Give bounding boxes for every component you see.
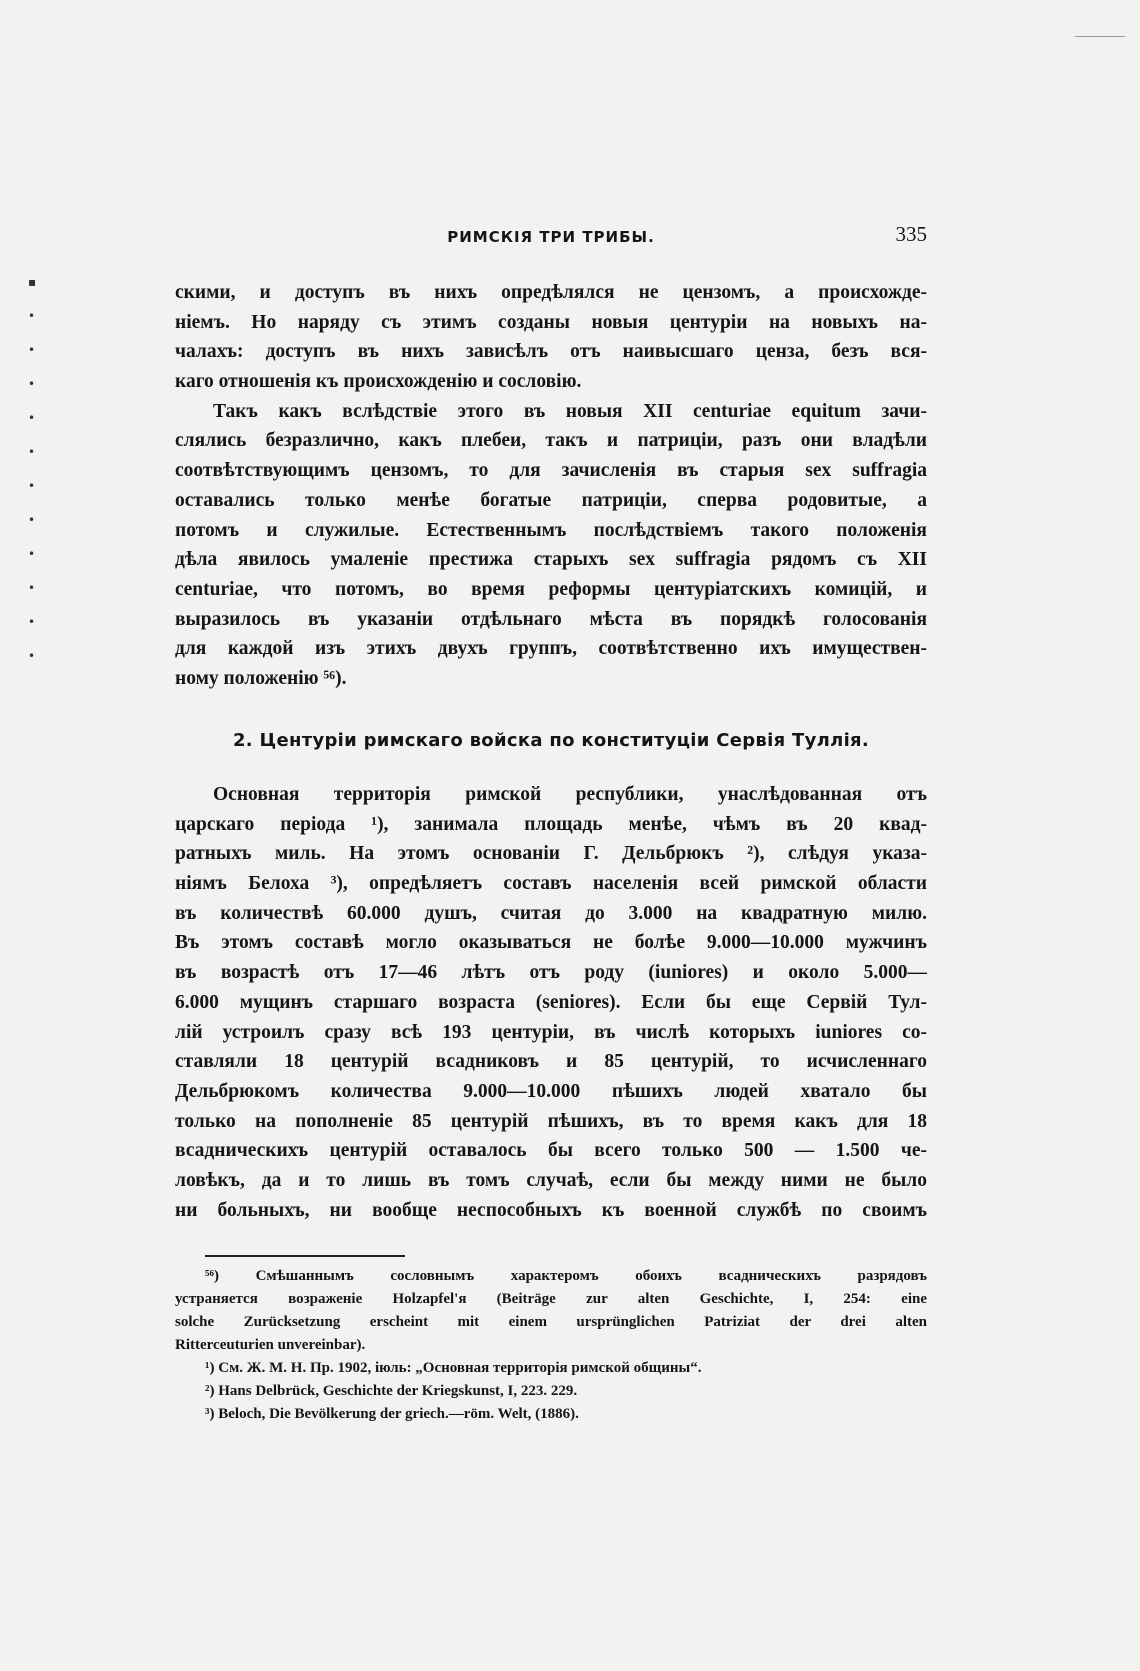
text-line: чалахъ: доступъ въ нихъ зависѣлъ отъ наивысшаго ценза, безъ вся- (175, 341, 927, 363)
text-line: ратныхъ миль. На этомъ основанiи Г. Дельбрюкъ ²), слѣдуя указа- (175, 843, 927, 865)
text-line: нiемъ. Но наряду съ этимъ созданы новыя центурiи на новыхъ на- (175, 311, 927, 333)
text-line: слялись безразлично, какъ плебеи, такъ и патрицiи, разъ они владѣли (175, 430, 927, 452)
text-line: 6.000 мущинъ старшаго возраста (seniores). Если бы еще Сервiй Тул- (175, 991, 927, 1013)
body-text-bottom (175, 780, 927, 1225)
text-line: всадническихъ центурiй оставалось бы всего только 500 — 1.500 че- (175, 1140, 927, 1162)
text-line: ловѣкъ, да и то лишь въ томъ случаѣ, если бы между ними не было (175, 1169, 927, 1191)
text-line: выразилось въ указанiи отдѣльнаго мѣста въ порядкѣ голосованiя (175, 608, 927, 630)
footnotes (175, 1265, 927, 1426)
section-heading: 2. Центурiи римскаго войска по конституцiи Сервiя Туллiя. (232, 730, 870, 751)
text-line: царскаго перiода ¹), занимала площадь менѣе, чѣмъ въ 20 квад- (175, 813, 927, 835)
text-line: Основная территорiя римской республики, унаслѣдованная отъ (213, 784, 927, 805)
left-margin-marks: ▪ • • • • • • • • • • • (28, 275, 37, 663)
footnote-divider (205, 1255, 405, 1257)
footnote-line: ³) Beloch, Die Bevölkerung der griech.—röm. Welt, (1886). (205, 1406, 579, 1422)
text-line: каго отношенiя къ происхожденiю и сословiю. (175, 371, 582, 393)
text-line: для каждой изъ этихъ двухъ группъ, соотвѣтственно ихъ имуществен- (175, 638, 927, 660)
footnote-line: устраняется возраженiе Holzapfel'я (Beiträge zur alten Geschichte, I, 254: eine (175, 1291, 927, 1307)
text-line: ставляли 18 центурiй всадниковъ и 85 центурiй, то исчисленнаго (175, 1051, 927, 1073)
text-line: ному положенiю ⁵⁶). (175, 667, 347, 689)
footnote-line: ⁵⁶) Смѣшаннымъ сословнымъ характеромъ обоихъ всадническихъ разрядовъ (205, 1268, 927, 1284)
page-header (175, 222, 927, 252)
text-line: нiямъ Белоха ³), опредѣляетъ составъ населенiя всей римской области (175, 873, 927, 895)
text-line: дѣла явилось умаленiе престижа старыхъ sex suffragia рядомъ съ XII (175, 549, 927, 571)
text-line: скими, и доступъ въ нихъ опредѣлялся не цензомъ, а происхожде- (175, 282, 927, 303)
body-text-top (175, 278, 927, 694)
text-line: потомъ и служилые. Естественнымъ послѣдствiемъ такого положенiя (175, 519, 927, 541)
scan-edge-mark (1075, 36, 1125, 37)
text-line: Дельбрюкомъ количества 9.000—10.000 пѣшихъ людей хватало бы (175, 1080, 927, 1102)
footnote-line: ¹) См. Ж. М. Н. Пр. 1902, iюль: „Основная территорiя римской общины“. (205, 1360, 702, 1376)
text-line: оставались только менѣе богатые патрицiи, сперва родовитые, а (175, 489, 927, 511)
footnote-line: solche Zurücksetzung erscheint mit einem ursprünglichen Patriziat der drei alten (175, 1314, 927, 1330)
text-line: лiй устроилъ сразу всѣ 193 центурiи, въ числѣ которыхъ iuniores со- (175, 1021, 927, 1043)
footnote-line: ²) Hans Delbrück, Geschichte der Kriegskunst, I, 223. 229. (205, 1383, 578, 1399)
text-line: ни больныхъ, ни вообще неспособныхъ къ военной службѣ по своимъ (175, 1199, 927, 1221)
text-line: въ возрастѣ отъ 17—46 лѣтъ отъ роду (iuniores) и около 5.000— (175, 962, 927, 984)
text-line: соотвѣтствующимъ цензомъ, то для зачисленiя въ старыя sex suffragia (175, 460, 927, 482)
text-line: Въ этомъ составѣ могло оказываться не болѣе 9.000—10.000 мужчинъ (175, 932, 927, 954)
running-title: РИМСКIЯ ТРИ ТРИБЫ. (447, 228, 655, 246)
text-line: только на пополненiе 85 центурiй пѣшихъ, въ то время какъ для 18 (175, 1110, 927, 1132)
text-line: centuriae, что потомъ, во время реформы центурiатскихъ комицiй, и (175, 578, 927, 600)
footnote-line: Ritterceuturien unvereinbar). (175, 1337, 366, 1353)
text-line: Такъ какъ вслѣдствiе этого въ новыя XII centuriae equitum зачи- (213, 400, 927, 422)
text-line: въ количествѣ 60.000 душъ, считая до 3.000 на квадратную милю. (175, 902, 927, 924)
page-number: 335 (895, 222, 927, 246)
